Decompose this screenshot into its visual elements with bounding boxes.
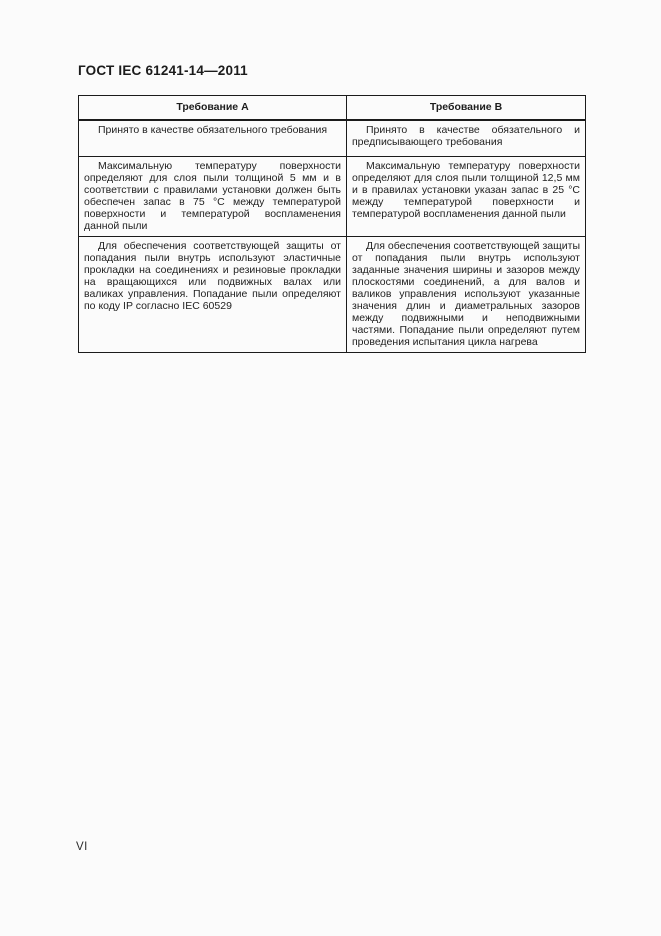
page-number: VI — [76, 841, 88, 853]
requirements-table — [78, 95, 586, 353]
column-header-requirement-a: Требование А — [79, 96, 347, 120]
cell-row1-requirement-b — [347, 120, 586, 157]
table-row — [79, 157, 586, 237]
cell-text: Принято в качестве обязательного и предписывающего требования — [352, 123, 580, 148]
column-header-requirement-b: Требование В — [347, 96, 586, 120]
table-row — [79, 237, 586, 353]
cell-text: Максимальную температуру поверхности определяют для слоя пыли толщиной 12,5 мм и в правилах установки указан запас в 25 °С между температурой поверхности и температурой воспламенения данной пыли — [352, 160, 580, 220]
doc-code: ГОСТ IEC 61241-14—2011 — [78, 63, 248, 78]
table-header-row — [79, 96, 586, 120]
cell-text: Принято в качестве обязательного требования — [98, 123, 328, 136]
cell-text: Для обеспечения соответствующей защиты от попадания пыли внутрь используют эластичные прокладки на соединениях и резиновые прокладки на вращающихся или подвижных валах или валиках управления. Попадание пыли определяют по коду IP согласно IEC 60529 — [84, 240, 341, 312]
cell-row2-requirement-a — [79, 157, 347, 237]
cell-row3-requirement-a — [79, 237, 347, 353]
cell-text: Максимальную температуру поверхности определяют для слоя пыли толщиной 5 мм и в соответствии с правилами установки должен быть обеспечен запас в 75 °С между температурой поверхности и температурой воспламенения данной пыли — [84, 160, 341, 232]
table-row — [79, 120, 586, 157]
cell-text: Для обеспечения соответствующей защиты от попадания пыли внутрь используют заданные значения ширины и зазоров между плоскостями соединений, а для валов и валиков управления используют указанные значения длин и диаметральных зазоров между подвижными и неподвижными частями. Попадание пыли определяют путем проведения испытания цикла нагрева — [352, 240, 580, 348]
cell-row3-requirement-b — [347, 237, 586, 353]
cell-row2-requirement-b — [347, 157, 586, 237]
cell-row1-requirement-a — [79, 120, 347, 157]
